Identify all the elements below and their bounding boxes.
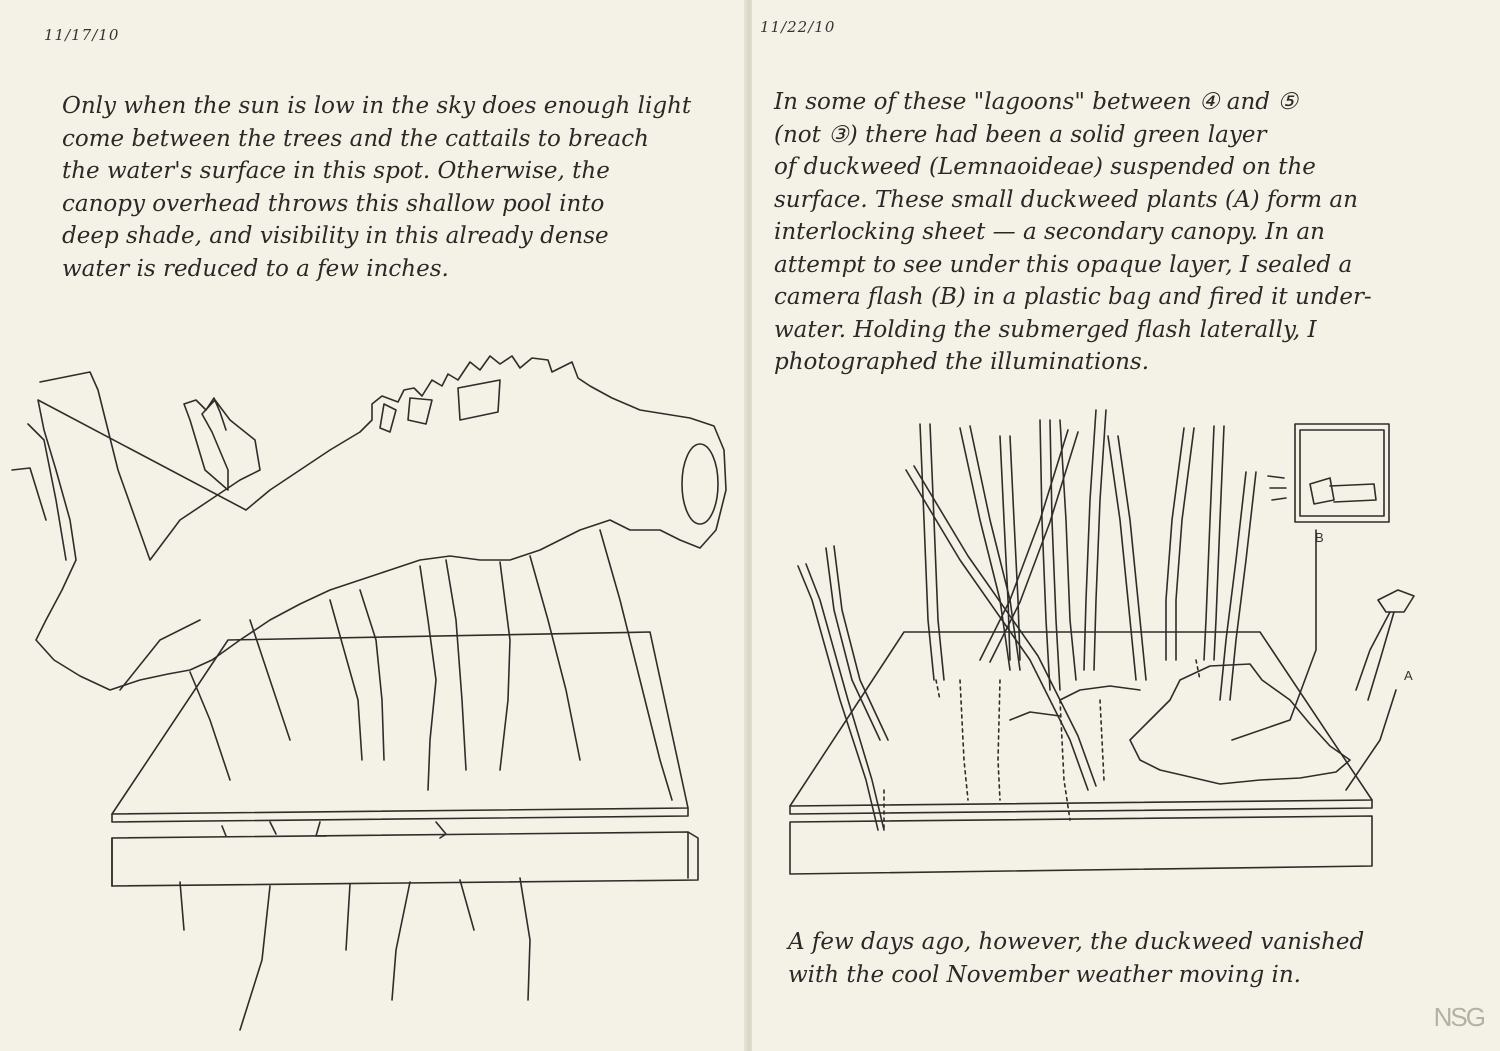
closing-text-line: A few days ago, however, the duckweed vanished xyxy=(788,929,1365,955)
cattail-slab-drawing xyxy=(752,390,1500,910)
closing-text-line: with the cool November weather moving in. xyxy=(788,961,1301,988)
right-text-line: photographed the illuminations. xyxy=(774,349,1150,375)
right-text-line: In some of these "lagoons" between ④ and ⑤ xyxy=(774,89,1298,115)
left-text-line: deep shade, and visibility in this already dense xyxy=(62,223,609,249)
label-b: B xyxy=(1315,530,1324,545)
artist-signature: NSG xyxy=(1433,1002,1484,1032)
right-text-line: (not ③) there had been a solid green layer xyxy=(774,121,1267,148)
left-page-date: 11/17/10 xyxy=(44,26,120,44)
right-text-line: camera flash (B) in a plastic bag and fired it under- xyxy=(774,284,1372,310)
right-page-date: 11/22/10 xyxy=(760,18,836,36)
left-text-line: come between the trees and the cattails to breach xyxy=(62,125,649,152)
right-text-line: interlocking sheet — a secondary canopy. In an xyxy=(774,219,1325,245)
right-page-text xyxy=(774,86,1372,379)
right-text-line: attempt to see under this opaque layer, I sealed a xyxy=(774,251,1353,278)
right-text-line: of duckweed (Lemnaoideae) suspended on the xyxy=(774,154,1316,180)
right-page-closing-text xyxy=(788,926,1364,991)
right-text-line: water. Holding the submerged flash laterally, I xyxy=(774,316,1317,343)
right-page xyxy=(752,0,1500,1051)
left-page-text xyxy=(62,90,691,285)
left-page xyxy=(0,0,746,1051)
label-a: A xyxy=(1404,668,1413,683)
right-text-line: surface. These small duckweed plants (A) form an xyxy=(774,186,1358,213)
left-text-line: canopy overhead throws this shallow pool into xyxy=(62,190,605,217)
left-text-line: the water's surface in this spot. Otherwise, the xyxy=(62,158,610,184)
left-text-line: Only when the sun is low in the sky does enough light xyxy=(62,93,692,119)
left-text-line: water is reduced to a few inches. xyxy=(62,255,449,282)
branch-root-drawing xyxy=(0,340,746,1040)
